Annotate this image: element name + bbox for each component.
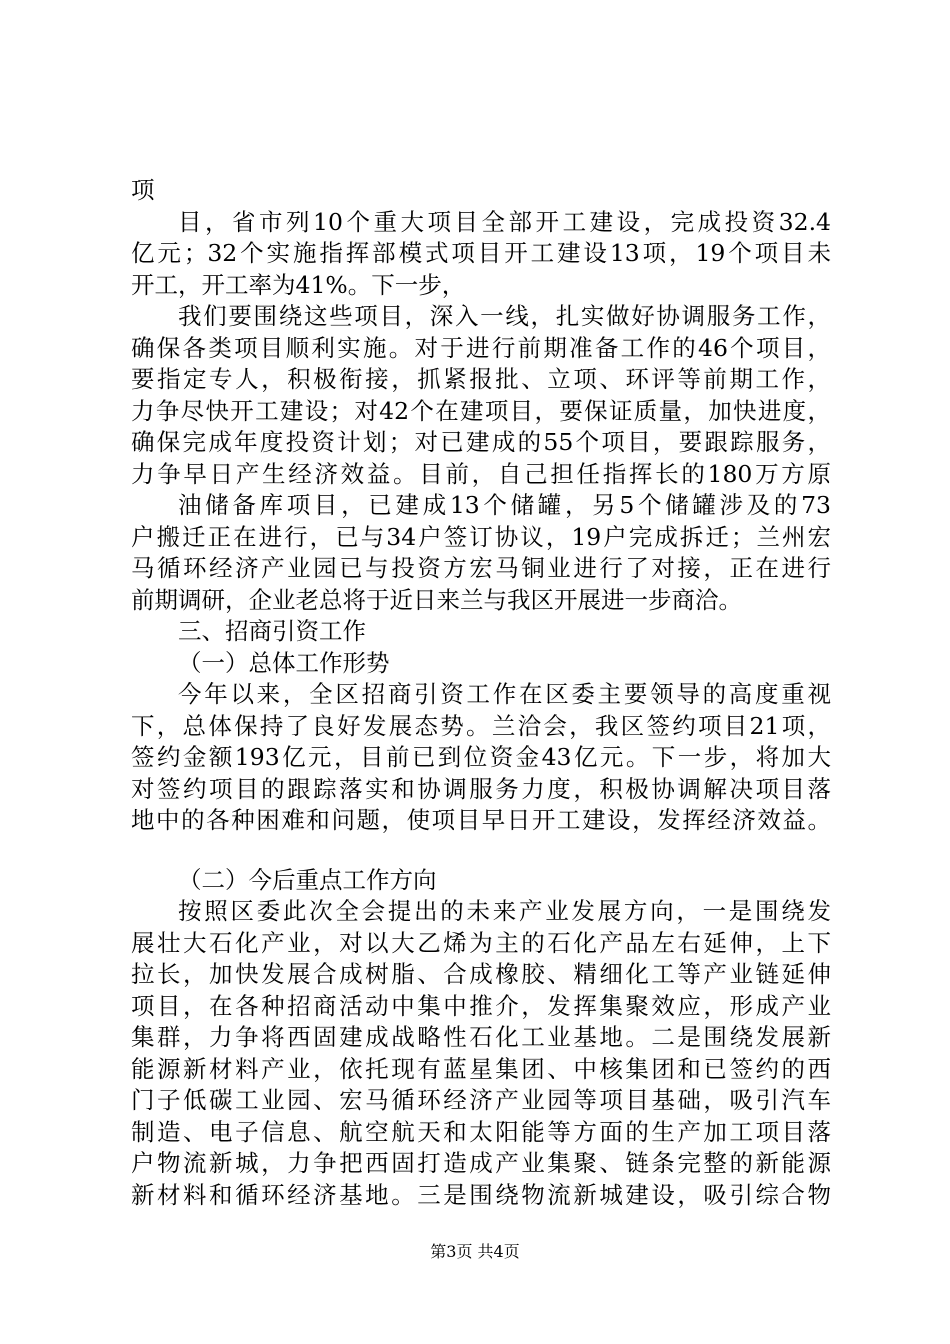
text-line: 今年以来，全区招商引资工作在区委主要领导的高度重视 — [178, 680, 831, 708]
subsection-heading: （二）今后重点工作方向 — [178, 865, 437, 894]
text-line: 地中的各种困难和问题，使项目早日开工建设，发挥经济效益。 — [131, 806, 831, 834]
text-line: 前期调研，企业老总将于近日来兰与我区开展进一步商洽。 — [131, 585, 742, 614]
text-line: 拉长，加快发展合成树脂、合成橡胶、精细化工等产业链延伸 — [131, 960, 831, 988]
text-line: 要指定专人，积极衔接，抓紧报批、立项、环评等前期工作， — [131, 365, 831, 393]
text-line: 按照区委此次全会提出的未来产业发展方向，一是围绕发 — [178, 897, 831, 925]
text-line: 能源新材料产业，依托现有蓝星集团、中核集团和已签约的西 — [131, 1054, 831, 1083]
text-line: 我们要围绕这些项目，深入一线，扎实做好协调服务工作， — [178, 302, 831, 330]
text-line: 项 — [131, 176, 155, 204]
text-line: 项目，在各种招商活动中集中推介，发挥集聚效应，形成产业 — [131, 991, 831, 1020]
document-body — [131, 175, 831, 1211]
paragraph-gap — [131, 837, 831, 865]
text-line: 力争尽快开工建设；对42个在建项目，要保证质量，加快进度， — [131, 396, 831, 425]
text-line: 油储备库项目，已建成13个储罐，另5个储罐涉及的73 — [178, 491, 831, 519]
text-line: 确保各类项目顺利实施。对于进行前期准备工作的46个项目， — [131, 333, 831, 362]
text-line: 门子低碳工业园、宏马循环经济产业园等项目基础，吸引汽车 — [131, 1086, 831, 1114]
text-line: 马循环经济产业园已与投资方宏马铜业进行了对接，正在进行 — [131, 554, 831, 582]
text-line: 确保完成年度投资计划；对已建成的55个项目，要跟踪服务， — [131, 428, 831, 456]
text-line: 力争早日产生经济效益。目前，自己担任指挥长的180万方原 — [131, 459, 831, 488]
text-line: 制造、电子信息、航空航天和太阳能等方面的生产加工项目落 — [131, 1117, 831, 1146]
subsection-heading: （一）总体工作形势 — [178, 648, 390, 677]
text-line: 对签约项目的跟踪落实和协调服务力度，积极协调解决项目落 — [131, 774, 831, 803]
text-line: 签约金额193亿元，目前已到位资金43亿元。下一步，将加大 — [131, 743, 831, 771]
page-number: 第3页 共4页 — [430, 1242, 520, 1261]
section-heading: 三、招商引资工作 — [178, 617, 366, 645]
text-line: 亿元；32个实施指挥部模式项目开工建设13项，19个项目未 — [131, 239, 831, 267]
text-line: 新材料和循环经济基地。三是围绕物流新城建设，吸引综合物 — [131, 1180, 831, 1209]
text-line: 户搬迁正在进行，已与34户签订协议，19户完成拆迁；兰州宏 — [131, 522, 831, 551]
text-line: 集群，力争将西固建成战略性石化工业基地。二是围绕发展新 — [131, 1023, 831, 1051]
text-line: 户物流新城，力争把西固打造成产业集聚、链条完整的新能源 — [131, 1149, 831, 1177]
text-line: 目，省市列10个重大项目全部开工建设，完成投资32.4 — [178, 207, 831, 236]
text-line: 下，总体保持了良好发展态势。兰洽会，我区签约项目21项， — [131, 711, 831, 740]
text-line: 开工，开工率为41%。下一步， — [131, 270, 466, 299]
page-footer — [0, 1242, 950, 1262]
text-line: 展壮大石化产业，对以大乙烯为主的石化产品左右延伸，上下 — [131, 928, 831, 957]
